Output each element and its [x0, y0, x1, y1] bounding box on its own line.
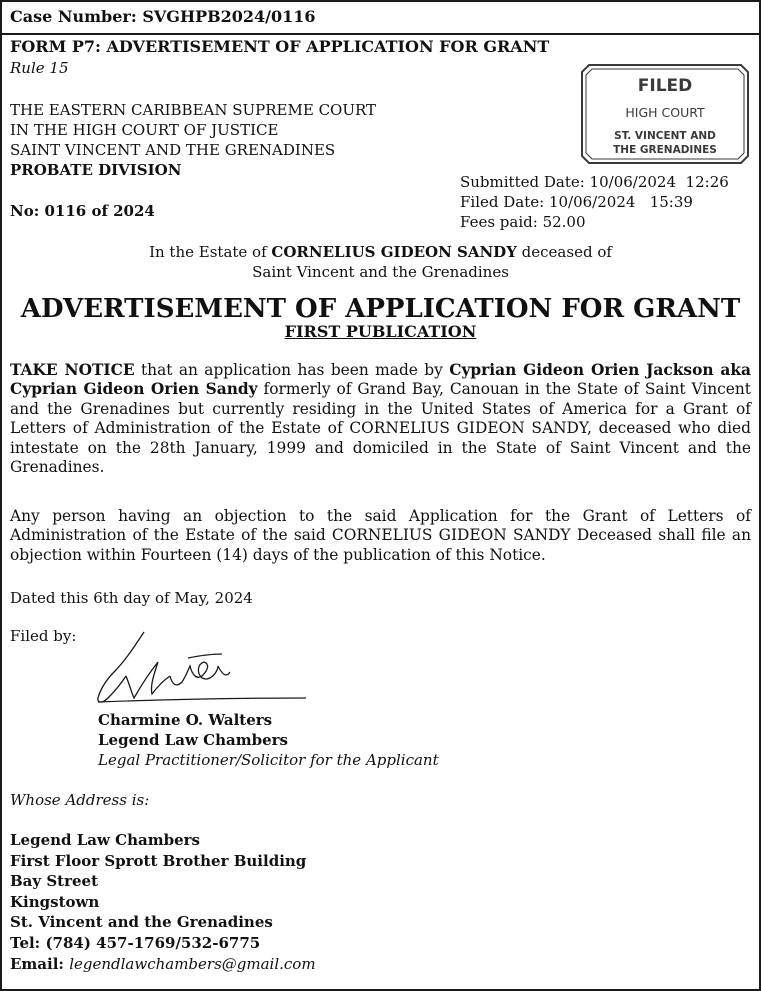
- rule-reference: Rule 15: [10, 59, 69, 77]
- take-notice-lead: TAKE NOTICE: [10, 361, 135, 379]
- notice-paragraph: [10, 361, 751, 477]
- stamp-court: HIGH COURT: [625, 105, 705, 120]
- estate-suffix: deceased of: [516, 243, 612, 261]
- filed-by-label: Filed by:: [10, 627, 77, 645]
- court-line-1: THE EASTERN CARIBBEAN SUPREME COURT: [10, 101, 377, 119]
- address-block: [10, 830, 316, 974]
- filing-info: [460, 172, 729, 232]
- court-line-2: IN THE HIGH COURT OF JUSTICE: [10, 121, 279, 139]
- email-address: legendlawchambers@gmail.com: [69, 954, 316, 973]
- address-line: Legend Law Chambers: [10, 831, 200, 849]
- estate-domicile: Saint Vincent and the Grenadines: [252, 263, 509, 281]
- estate-heading: [2, 242, 759, 282]
- address-line: First Floor Sprott Brother Building: [10, 851, 307, 870]
- form-title: FORM P7: ADVERTISEMENT OF APPLICATION FOR GRANT: [10, 37, 550, 56]
- email-line: [10, 954, 316, 975]
- notice-text-2: formerly of Grand Bay, Canouan in the State of Saint Vincent and the Grenadines but currently residing in the United States of America for a Grant of Letters of Administration of the Estate of CORNELIUS GIDEON SANDY, deceased who died intestate on the 28th January, 1999 and domiciled in the State of Saint Vincent and the Grenadines.: [10, 380, 751, 477]
- dated-line: Dated this 6th day of May, 2024: [10, 589, 253, 607]
- stamp-title: FILED: [637, 76, 693, 96]
- stamp-place-2: THE GRENADINES: [613, 144, 717, 156]
- applicant-name: Cyprian Gideon Orien Jackson aka Cyprian Gideon Orien Sandy: [10, 361, 751, 399]
- notice-text-1: that an application has been made by: [134, 361, 450, 379]
- submitted-date: Submitted Date: 10/06/2024 12:26: [460, 173, 729, 191]
- court-line-3: SAINT VINCENT AND THE GRENADINES: [10, 141, 336, 159]
- address-caption: Whose Address is:: [10, 791, 150, 809]
- address-line: St. Vincent and the Grenadines: [10, 913, 273, 932]
- court-heading: [10, 100, 376, 180]
- division-name: PROBATE DIVISION: [10, 161, 182, 179]
- filed-date: Filed Date: 10/06/2024 15:39: [460, 193, 693, 211]
- fees-paid: Fees paid: 52.00: [460, 213, 586, 231]
- email-label: Email:: [10, 954, 64, 973]
- estate-prefix: In the Estate of: [149, 243, 272, 261]
- objection-paragraph: Any person having an objection to the said Application for the Grant of Letters of Administration of the Estate of the said CORNELIUS GIDEON SANDY Deceased shall file an objection within Fourteen (14) days of the publication of this Notice.: [10, 507, 751, 564]
- signer-role: Legal Practitioner/Solicitor for the Applicant: [98, 751, 439, 769]
- signature: [92, 624, 312, 714]
- signer-block: [98, 710, 439, 770]
- address-line: Kingstown: [10, 892, 100, 911]
- deceased-name: CORNELIUS GIDEON SANDY: [271, 243, 517, 261]
- publication-label: FIRST PUBLICATION: [284, 322, 477, 341]
- signer-firm: Legend Law Chambers: [98, 731, 288, 749]
- address-line: Bay Street: [10, 872, 99, 891]
- header-divider: [2, 33, 759, 35]
- case-number: Case Number: SVGHPB2024/0116: [10, 7, 316, 26]
- suit-number: No: 0116 of 2024: [10, 202, 155, 220]
- headline: ADVERTISEMENT OF APPLICATION FOR GRANT: [20, 294, 741, 324]
- signer-name: Charmine O. Walters: [98, 711, 273, 729]
- telephone-line: Tel: (784) 457-1769/532-6775: [10, 933, 261, 952]
- stamp-place-1: ST. VINCENT AND: [614, 130, 716, 142]
- filed-stamp: [581, 64, 749, 164]
